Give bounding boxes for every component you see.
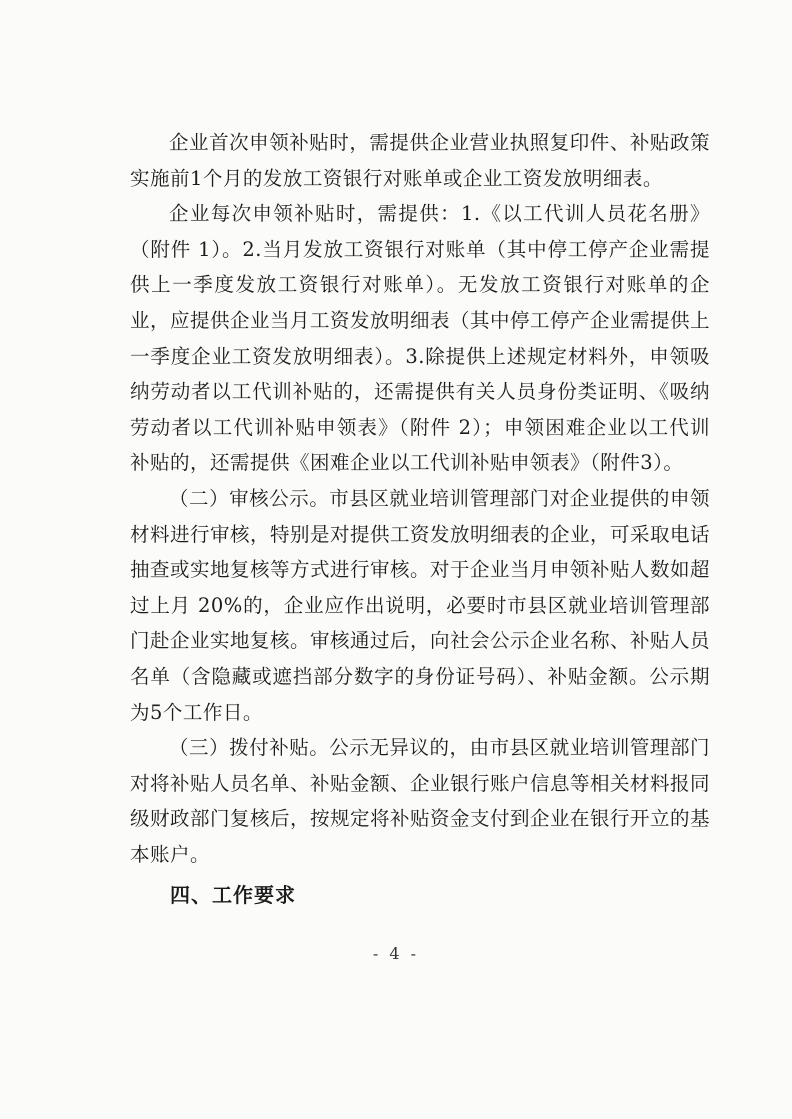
section-heading-work-requirements: 四、工作要求	[170, 883, 296, 908]
document-body	[130, 125, 710, 914]
paragraph-each-application: 企业每次申领补贴时，需提供：1.《以工代训人员花名册》（附件 1）。2.当月发放工资银行对账单（其中停工停产企业需提供上一季度发放工资银行对账单）。无发放工资银行对账单的企业，应提供企业当月工资发放明细表（其中停工停产企业需提供上一季度企业工资发放明细表）。3.除提供上述规定材料外，申领吸纳劳动者以工代训补贴的，还需提供有关人员身份类证明、《吸纳劳动者以工代训补贴申领表》（附件 2）；申领困难企业以工代训补贴的，还需提供《困难企业以工代训补贴申领表》（附件3）。	[130, 202, 711, 475]
paragraph-disburse-subsidy: （三）拨付补贴。公示无异议的，由市县区就业培训管理部门对将补贴人员名单、补贴金额、企业银行账户信息等相关材料报同级财政部门复核后，按规定将补贴资金支付到企业在银行开立的基本账户。	[130, 736, 711, 866]
paragraph-review-publicity: （二）审核公示。市县区就业培训管理部门对企业提供的申领材料进行审核，特别是对提供工资发放明细表的企业，可采取电话抽查或实地复核等方式进行审核。对于企业当月申领补贴人数如超过上月 20%的，企业应作出说明，必要时市县区就业培训管理部门赴企业实地复核。审核通过后，向社会公示企业名称、补贴人员名单（含隐藏或遮挡部分数字的身份证号码）、补贴金额。公示期为5个工作日。	[130, 486, 711, 724]
paragraph-first-application: 企业首次申领补贴时，需提供企业营业执照复印件、补贴政策实施前1个月的发放工资银行对账单或企业工资发放明细表。	[130, 131, 710, 190]
page-number: - 4 -	[372, 944, 420, 963]
